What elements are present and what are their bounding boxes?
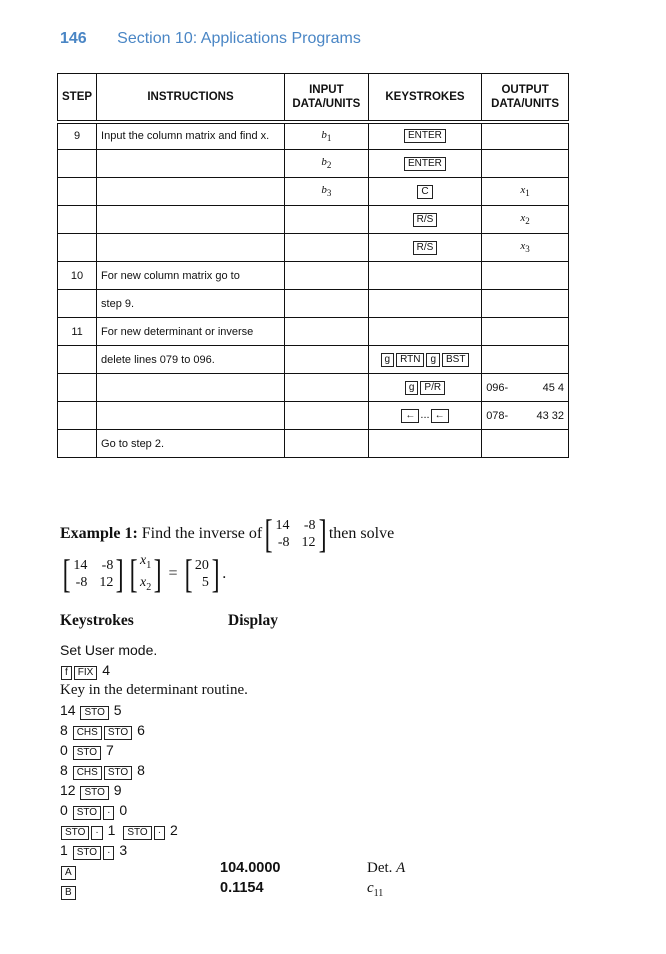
keystroke-line-1: 14 STO 5 xyxy=(60,702,122,718)
cell-step xyxy=(58,402,97,430)
key-a: A xyxy=(61,866,76,880)
cell-step: 9 xyxy=(58,122,97,150)
key-cap: g xyxy=(405,381,419,395)
header-step: STEP xyxy=(58,74,97,122)
table-row xyxy=(58,178,569,206)
cell-instruction xyxy=(97,234,285,262)
key-fix: FIX xyxy=(74,666,98,680)
key-dot: · xyxy=(91,826,102,840)
cell-keystrokes xyxy=(368,178,481,206)
table-row xyxy=(58,234,569,262)
key-sto: STO xyxy=(80,706,108,720)
key-cap: BST xyxy=(442,353,469,367)
key-sto: STO xyxy=(73,846,101,860)
cell-input xyxy=(284,402,368,430)
note-det-a: Det. A xyxy=(367,860,406,876)
cell-instruction: Go to step 2. xyxy=(97,430,285,458)
keystroke-line-7: STO · 1 STO · 2 xyxy=(60,820,178,840)
note-c11: $c_{11}$ xyxy=(367,880,384,899)
key-cap: ENTER xyxy=(404,129,446,143)
cell-output xyxy=(482,318,569,346)
cell-output: 078- 43 32 xyxy=(482,402,569,430)
header-output: OUTPUT DATA/UNITS xyxy=(482,74,569,122)
keystroke-line-6: 0 STO · 0 xyxy=(60,802,128,818)
keystroke-line-9 xyxy=(60,860,77,880)
cell-output: 096- 45 4 xyxy=(482,374,569,402)
cell-keystrokes xyxy=(368,374,481,402)
display-column-header: Display xyxy=(228,612,278,629)
cell-keystrokes xyxy=(368,346,481,374)
cell-output xyxy=(482,290,569,318)
key-cap: g xyxy=(426,353,440,367)
key-cap: C xyxy=(417,185,432,199)
cell-step xyxy=(58,206,97,234)
key-cap: ← xyxy=(401,409,419,423)
keystroke-line-8: 1 STO · 3 xyxy=(60,842,128,858)
key-cap: ← xyxy=(431,409,449,423)
header-keystrokes: KEYSTROKES xyxy=(368,74,481,122)
display-value-b: 0.1154 xyxy=(220,880,264,896)
page-header xyxy=(60,30,361,48)
keystroke-line-2: 8 CHS STO 6 xyxy=(60,722,145,738)
cell-input: $b_1$ xyxy=(284,122,368,150)
cell-keystrokes xyxy=(368,318,481,346)
header-input: INPUT DATA/UNITS xyxy=(284,74,368,122)
key-dot: · xyxy=(154,826,165,840)
keystroke-line-5: 12 STO 9 xyxy=(60,782,122,798)
cell-step: 11 xyxy=(58,318,97,346)
table-row xyxy=(58,430,569,458)
key-sto: STO xyxy=(104,766,132,780)
cell-keystrokes xyxy=(368,234,481,262)
table-row xyxy=(58,150,569,178)
cell-instruction xyxy=(97,374,285,402)
keystroke-line-3: 0 STO 7 xyxy=(60,742,114,758)
cell-instruction xyxy=(97,206,285,234)
matrix-equation xyxy=(60,552,226,596)
cell-instruction: step 9. xyxy=(97,290,285,318)
header-instructions: INSTRUCTIONS xyxy=(97,74,285,122)
table-row xyxy=(58,318,569,346)
key-f: f xyxy=(61,666,72,680)
table-row xyxy=(58,122,569,150)
cell-instruction xyxy=(97,150,285,178)
table-row xyxy=(58,374,569,402)
key-sto: STO xyxy=(104,726,132,740)
cell-input xyxy=(284,318,368,346)
key-chs: CHS xyxy=(73,766,102,780)
cell-instruction xyxy=(97,178,285,206)
matrix-b: [ 20 5 ] xyxy=(184,550,220,596)
program-table xyxy=(57,73,569,458)
keystrokes-column-header: Keystrokes xyxy=(60,612,134,629)
cell-output xyxy=(482,430,569,458)
table-row xyxy=(58,402,569,430)
key-cap: P/R xyxy=(420,381,445,395)
step-set-user-mode: Set User mode. xyxy=(60,642,158,658)
cell-output: $x_1$ xyxy=(482,178,569,206)
cell-step xyxy=(58,290,97,318)
cell-input xyxy=(284,374,368,402)
cell-step xyxy=(58,234,97,262)
keystroke-line-10 xyxy=(60,880,77,900)
table-row xyxy=(58,206,569,234)
cell-input xyxy=(284,206,368,234)
cell-output xyxy=(482,150,569,178)
cell-step: 10 xyxy=(58,262,97,290)
cell-output: $x_3$ xyxy=(482,234,569,262)
key-sto: STO xyxy=(123,826,151,840)
cell-input xyxy=(284,262,368,290)
step-fix: f FIX 4 xyxy=(60,660,110,680)
key-sto: STO xyxy=(61,826,89,840)
cell-step xyxy=(58,150,97,178)
table-row xyxy=(58,346,569,374)
table-header-row xyxy=(58,74,569,122)
key-cap: R/S xyxy=(413,241,438,255)
cell-step xyxy=(58,346,97,374)
cell-instruction: For new determinant or inverse xyxy=(97,318,285,346)
cell-input: $b_2$ xyxy=(284,150,368,178)
cell-keystrokes xyxy=(368,262,481,290)
cell-input xyxy=(284,290,368,318)
cell-input xyxy=(284,234,368,262)
example-text: Find the inverse of xyxy=(141,525,263,542)
table-row xyxy=(58,290,569,318)
example-label: Example 1: xyxy=(60,525,138,542)
key-dot: · xyxy=(103,846,114,860)
equals-sign: = xyxy=(168,564,178,582)
cell-instruction: delete lines 079 to 096. xyxy=(97,346,285,374)
key-chs: CHS xyxy=(73,726,102,740)
cell-step xyxy=(58,374,97,402)
step-key-in: Key in the determinant routine. xyxy=(60,682,248,698)
cell-output: $x_2$ xyxy=(482,206,569,234)
keystroke-line-4: 8 CHS STO 8 xyxy=(60,762,145,778)
cell-step xyxy=(58,178,97,206)
cell-keystrokes xyxy=(368,206,481,234)
period: . xyxy=(222,564,227,582)
key-cap: R/S xyxy=(413,213,438,227)
cell-keystrokes xyxy=(368,122,481,150)
example-heading xyxy=(60,511,395,556)
matrix-a: [ 14 -8 -8 12 ] xyxy=(264,511,327,556)
key-cap: g xyxy=(381,353,395,367)
key-b: B xyxy=(61,886,76,900)
cell-keystrokes xyxy=(368,290,481,318)
cell-output xyxy=(482,262,569,290)
key-sto: STO xyxy=(73,806,101,820)
table-row xyxy=(58,262,569,290)
cell-output xyxy=(482,122,569,150)
display-value-a: 104.0000 xyxy=(220,860,281,876)
ellipsis: ... xyxy=(420,408,430,421)
example-text-after: then solve xyxy=(328,525,395,542)
cell-input xyxy=(284,430,368,458)
matrix-x: [ $x_1$ $x_2$ ] xyxy=(129,550,162,596)
cell-keystrokes xyxy=(368,150,481,178)
cell-instruction xyxy=(97,402,285,430)
cell-output xyxy=(482,346,569,374)
key-cap: ENTER xyxy=(404,157,446,171)
cell-keystrokes xyxy=(368,430,481,458)
key-cap: RTN xyxy=(396,353,424,367)
cell-input xyxy=(284,346,368,374)
cell-keystrokes xyxy=(368,402,481,430)
key-sto: STO xyxy=(80,786,108,800)
cell-input: $b_3$ xyxy=(284,178,368,206)
cell-instruction: Input the column matrix and find x. xyxy=(97,122,285,150)
page-number: 146 xyxy=(60,30,87,47)
matrix-a-2: [ 14 -8 -8 12 ] xyxy=(62,550,124,596)
key-dot: · xyxy=(103,806,114,820)
key-sto: STO xyxy=(73,746,101,760)
cell-instruction: For new column matrix go to xyxy=(97,262,285,290)
cell-step xyxy=(58,430,97,458)
section-title: Section 10: Applications Programs xyxy=(117,30,361,47)
